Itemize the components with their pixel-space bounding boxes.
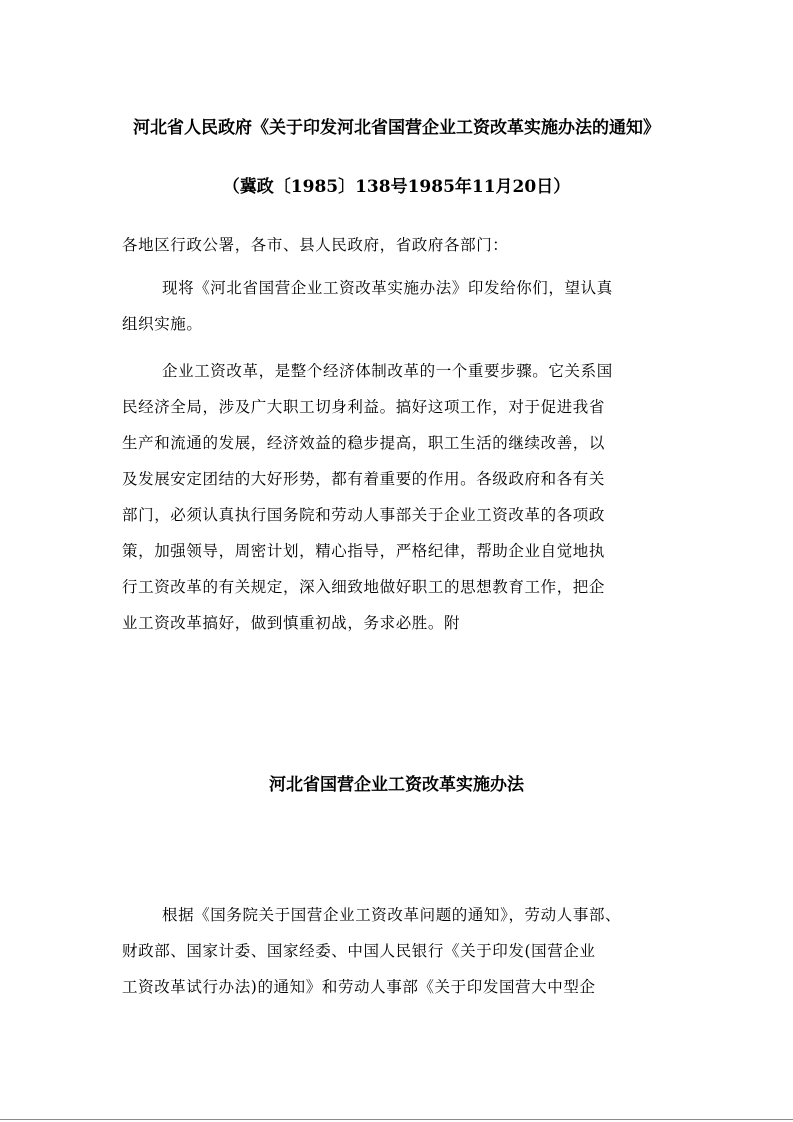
paragraph-line: 部门，必须认真执行国务院和劳动人事部关于企业工资改革的各项政 (122, 506, 606, 524)
paragraph-line: 财政部、国家计委、国家经委、中国人民银行《关于印发(国营企业 (122, 942, 596, 960)
section-title: 河北省国营企业工资改革实施办法 (269, 775, 524, 795)
document-number: （冀政〔1985〕138号1985年11月20日） (222, 177, 571, 197)
document-title: 河北省人民政府《关于印发河北省国营企业工资改革实施办法的通知》 (133, 118, 660, 138)
paragraph-line: 业工资改革搞好，做到慎重初战，务求必胜。附 (122, 614, 461, 632)
paragraph-importance (122, 353, 678, 641)
paragraph-line: 民经济全局，涉及广大职工切身利益。搞好这项工作，对于促进我省 (122, 398, 606, 416)
paragraph-line: 现将《河北省国营企业工资改革实施办法》印发给你们，望认真 (162, 279, 613, 297)
paragraph-line: 企业工资改革，是整个经济体制改革的一个重要步骤。它关系国 (162, 362, 613, 380)
addressee-text: 各地区行政公署，各市、县人民政府，省政府各部门： (122, 236, 509, 254)
paragraph-line: 根据《国务院关于国营企业工资改革问题的通知》，劳动人事部、 (162, 906, 622, 924)
paragraph-line: 及发展安定团结的大好形势，都有着重要的作用。各级政府和各有关 (122, 470, 606, 488)
page-bottom-divider (0, 1119, 793, 1120)
paragraph-basis (122, 897, 678, 1005)
paragraph-notice (122, 270, 678, 342)
paragraph-line: 生产和流通的发展，经济效益的稳步提高，职工生活的继续改善，以 (122, 434, 606, 452)
paragraph-line: 工资改革试行办法)的通知》和劳动人事部《关于印发国营大中型企 (122, 978, 596, 996)
addressee-line (122, 227, 678, 263)
paragraph-line: 行工资改革的有关规定，深入细致地做好职工的思想教育工作，把企 (122, 578, 606, 596)
paragraph-line: 策，加强领导，周密计划，精心指导，严格纪律，帮助企业自觉地执 (122, 542, 606, 560)
paragraph-line: 组织实施。 (122, 315, 203, 333)
